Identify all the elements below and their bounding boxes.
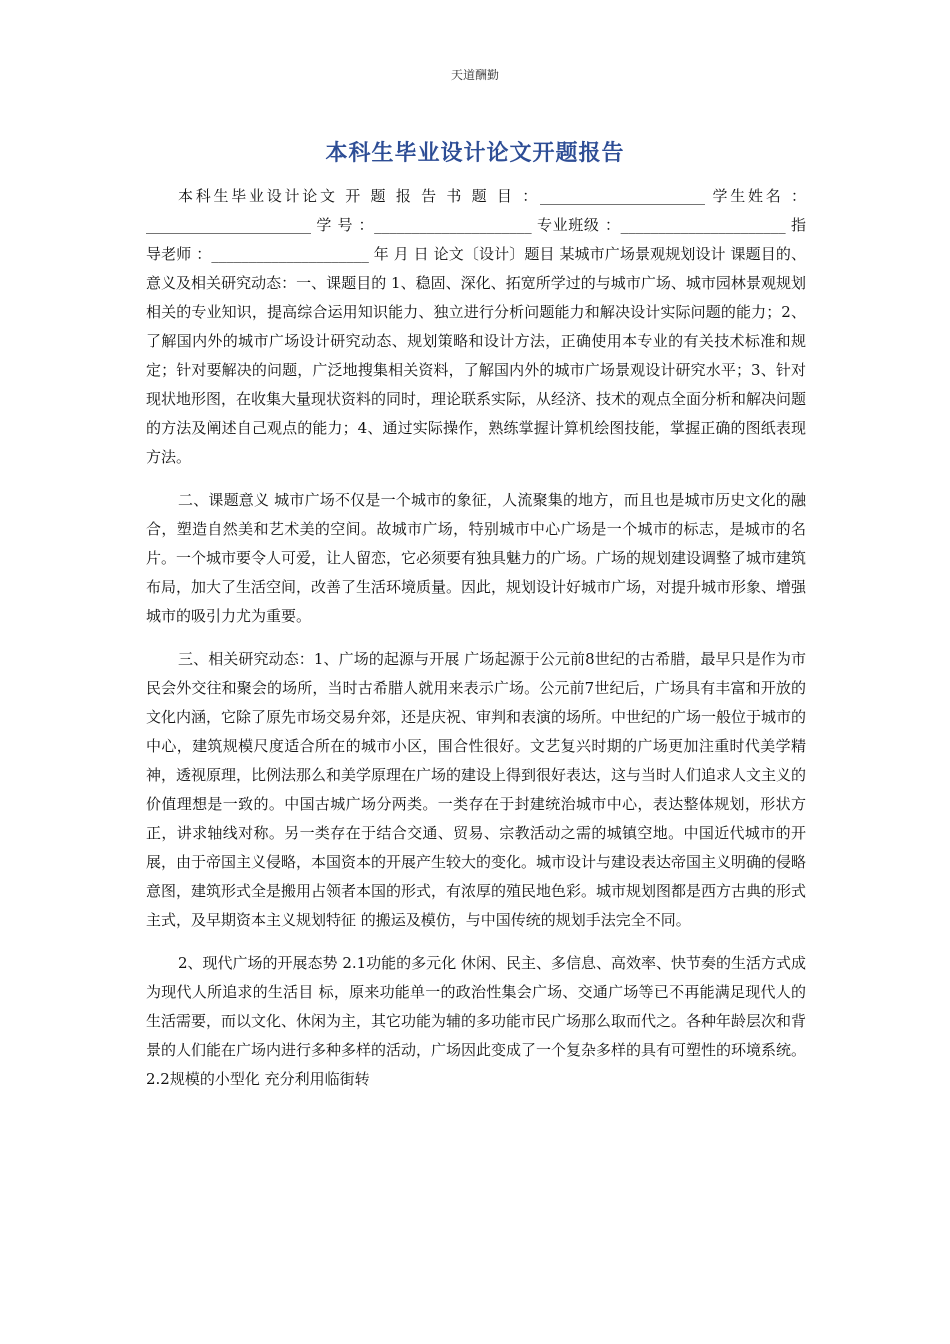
paragraph-significance: 二、课题意义 城市广场不仅是一个城市的象征，人流聚集的地方，而且也是城市历史文化的融合，塑造自然美和艺术美的空间。故城市广场，特别城市中心广场是一个城市的标志，是城市的名片。一个城市要令人可爱，让人留恋，它必须要有独具魅力的广场。广场的规划建设调整了城市建筑布局，加大了生活空间，改善了生活环境质量。因此，规划设计好城市广场，对提升城市形象、增强城市的吸引力尤为重要。: [146, 491, 807, 625]
paragraph-purpose: 本科生毕业设计论文 开 题 报 告 书 题 目 ：______________________ 学生姓名 ：______________________ 学 号 ：_____________________ 专业班级 ：______________________ 指导老师 ：_____________________ 年 月 日 论文〔设计〕题目 某城市广场景观规划设计 课题目的、意义及相关研究动态：一、课题目的 1、稳固、深化、拓宽所学过的与城市广场、城市园林景观规划相关的专业知识，提高综合运用知识能力、独立进行分析问题能力和解决设计实际问题的能力；2、了解国内外的城市广场设计研究动态、规划策略和设计方法，正确使用本专业的有关技术标准和规定；针对要解决的问题，广泛地搜集相关资料，了解国内外的城市广场景观设计研究水平；3、针对现状地形图，在收集大量现状资料的同时，理论联系实际，从经济、技术的观点全面分析和解决问题的方法及阐述自己观点的能力；4、通过实际操作，熟练掌握计算机绘图技能，掌握正确的图纸表现方法。: [146, 187, 807, 466]
document-body: [146, 182, 806, 1108]
paragraph-modern-trends: 2、现代广场的开展态势 2.1功能的多元化 休闲、民主、多信息、高效率、快节奏的生活方式成为现代人所追求的生活目 标，原来功能单一的政治性集会广场、交通广场等已不再能满足现代人的生活需要，而以文化、休闲为主，其它功能为辅的多功能市民广场那么取而代之。各种年龄层次和背景的人们能在广场内进行多种多样的活动，广场因此变成了一个复杂多样的具有可塑性的环境系统。 2.2规模的小型化 充分利用临街转: [146, 954, 807, 1088]
header-mark: 天道酬勤: [450, 68, 499, 82]
paragraph-research-origin: 三、相关研究动态：1、广场的起源与开展 广场起源于公元前8世纪的古希腊，最早只是作为市民会外交往和聚会的场所，当时古希腊人就用来表示广场。公元前7世纪后，广场具有丰富和开放的文化内涵，它除了原先市场交易弁郊，还是庆祝、审判和表演的场所。中世纪的广场一般位于城市的中心，建筑规模尺度适合所在的城市小区，围合性很好。文艺复兴时期的广场更加注重时代美学精神，透视原理，比例法那么和美学原理在广场的建设上得到很好表达，这与当时人们追求人文主义的价值理想是一致的。中国古城广场分两类。一类存在于封建统治城市中心，表达整体规划，形状方正，讲求轴线对称。另一类存在于结合交通、贸易、宗教活动之需的城镇空地。中国近代城市的开展，由于帝国主义侵略，本国资本的开展产生较大的变化。城市设计与建设表达帝国主义明确的侵略意图，建筑形式全是搬用占领者本国的形式，有浓厚的殖民地色彩。城市规划图都是西方古典的形式主式，及早期资本主义规划特征 的搬运及模仿，与中国传统的规划手法完全不同。: [146, 650, 807, 929]
document-title: 本科生毕业设计论文开题报告: [325, 141, 625, 166]
